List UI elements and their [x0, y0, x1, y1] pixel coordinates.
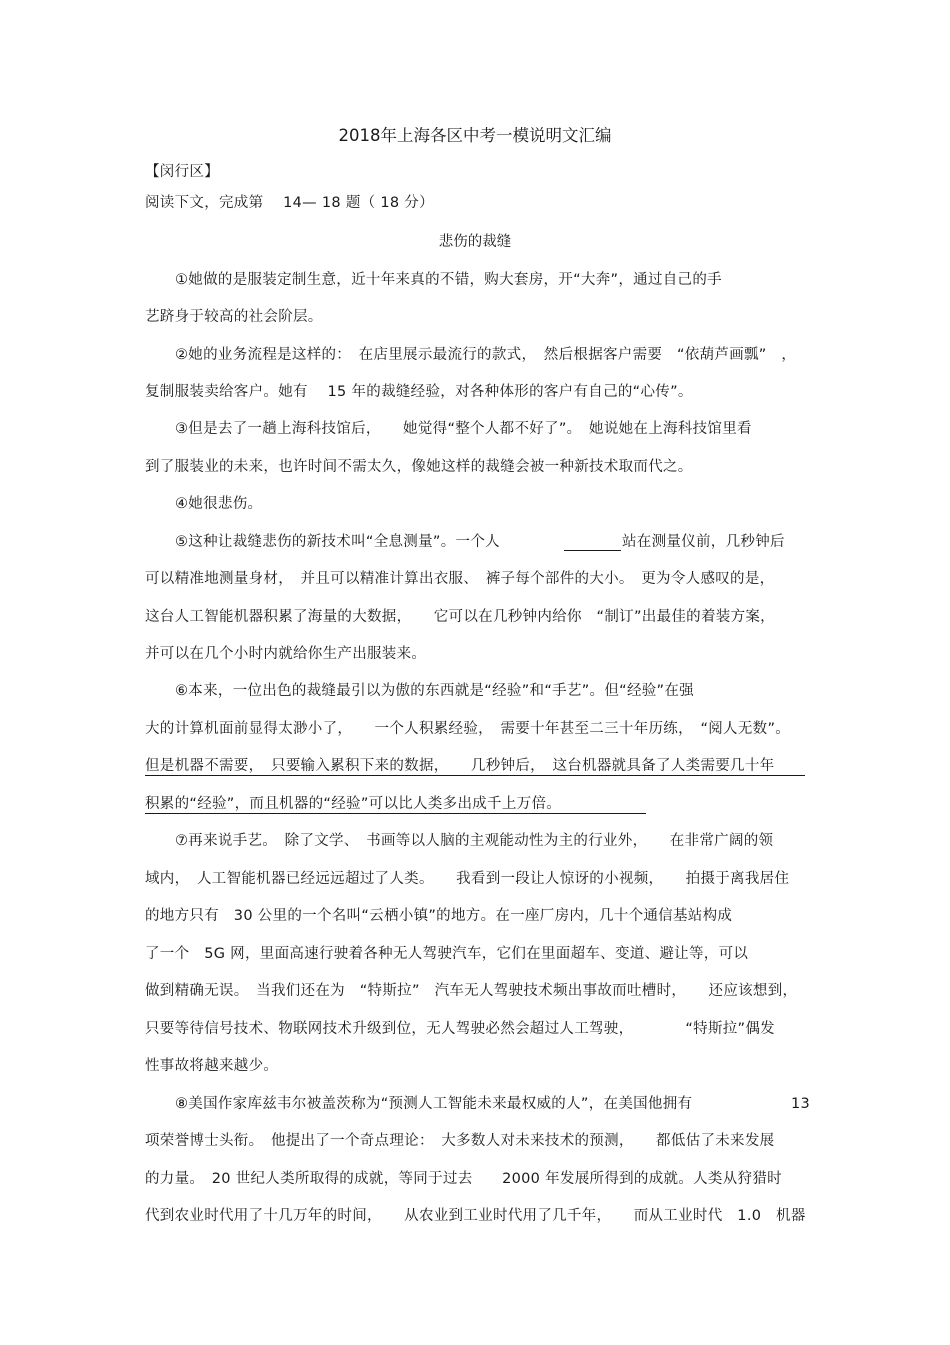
sentence-underline	[145, 813, 646, 814]
paragraph-line: 复制服装卖给客户。她有 15 年的裁缝经验，对各种体形的客户有自己的“心传”。	[145, 384, 693, 400]
paragraph-line: ⑧美国作家库兹韦尔被盖茨称为“预测人工智能未来最权威的人”，在美国他拥有	[175, 1096, 693, 1112]
paragraph-line: ⑥本来，一位出色的裁缝最引以为傲的东西就是“经验”和“手艺”。但“经验”在强	[175, 683, 694, 699]
district-label: 【闵行区】	[145, 164, 219, 180]
paragraph-line: ③但是去了一趟上海科技馆后， 她觉得“整个人都不好了”。 她说她在上海科技馆里看	[175, 421, 752, 437]
paragraph-line: ⑦再来说手艺。 除了文学、 书画等以人脑的主观能动性为主的行业外， 在非常广阔的领	[175, 833, 774, 849]
paragraph-line: 只要等待信号技术、物联网技术升级到位，无人驾驶必然会超过人工驾驶， “特斯拉”偶发	[145, 1021, 775, 1037]
document-title: 2018年上海各区中考一模说明文汇编	[338, 126, 612, 145]
paragraph-line: 的地方只有 30 公里的一个名叫“云栖小镇”的地方。在一座厂房内，几十个通信基站构成	[145, 908, 733, 924]
paragraph-line: 艺跻身于较高的社会阶层。	[145, 309, 323, 325]
passage-title: 悲伤的裁缝	[438, 234, 512, 250]
paragraph-line: 了一个 5G 网，里面高速行驶着各种无人驾驶汽车，它们在里面超车、变道、避让等，可以	[145, 946, 749, 962]
paragraph-line: 到了服装业的未来，也许时间不需太久，像她这样的裁缝会被一种新技术取而代之。	[145, 459, 693, 475]
paragraph-line: 项荣誉博士头衔。 他提出了一个奇点理论： 大多数人对未来技术的预测， 都低估了未来发展	[145, 1133, 775, 1149]
underlined-sentence: 但是机器不需要， 只要输入累积下来的数据， 几秒钟后， 这台机器就具备了人类需要几十年	[145, 758, 775, 774]
paragraph-line: 并可以在几个小时内就给你生产出服装来。	[145, 646, 427, 662]
paragraph-line: 可以精准地测量身材， 并且可以精准计算出衣服、 裤子每个部件的大小。 更为令人感叹的是，	[145, 571, 775, 587]
underlined-sentence: 积累的“经验”，而且机器的“经验”可以比人类多出成千上万倍。	[145, 796, 562, 812]
paragraph-line: ②她的业务流程是这样的： 在店里展示最流行的款式， 然后根据客户需要 “依葫芦画瓢” ，	[175, 347, 797, 363]
paragraph-line: 的力量。 20 世纪人类所取得的成就，等同于过去 2000 年发展所得到的成就。人类从狩猎时	[145, 1171, 782, 1187]
paragraph-line: 性事故将越来越少。	[145, 1058, 279, 1074]
paragraph-line: 做到精确无误。 当我们还在为 “特斯拉” 汽车无人驾驶技术频出事故而吐槽时， 还应该想到，	[145, 983, 798, 999]
paragraph-line: 这台人工智能机器积累了海量的大数据， 它可以在几秒钟内给你 “制订”出最佳的着装方案，	[145, 609, 775, 625]
paragraph-line: 13	[791, 1096, 811, 1112]
paragraph-line: ④她很悲伤。	[175, 496, 263, 512]
paragraph-line: 代到农业时代用了十几万年的时间， 从农业到工业时代用了几千年， 而从工业时代 1.0 机器	[145, 1208, 806, 1224]
reading-instruction: 阅读下文，完成第 14— 18 题（ 18 分）	[145, 195, 434, 211]
paragraph-line: 大的计算机面前显得太渺小了， 一个人积累经验， 需要十年甚至二三十年历练， “阅人无数”。	[145, 721, 791, 737]
sentence-underline	[145, 775, 805, 776]
paragraph-line: 站在测量仪前，几秒钟后	[622, 534, 785, 550]
paragraph-line: ①她做的是服装定制生意，近十年来真的不错，购大套房，开“大奔”，通过自己的手	[175, 272, 722, 288]
fill-in-blank	[564, 550, 621, 551]
paragraph-line: ⑤这种让裁缝悲伤的新技术叫“全息测量”。一个人	[175, 534, 500, 550]
paragraph-line: 域内， 人工智能机器已经远远超过了人类。 我看到一段让人惊讶的小视频， 拍摄于离我居住	[145, 871, 790, 887]
